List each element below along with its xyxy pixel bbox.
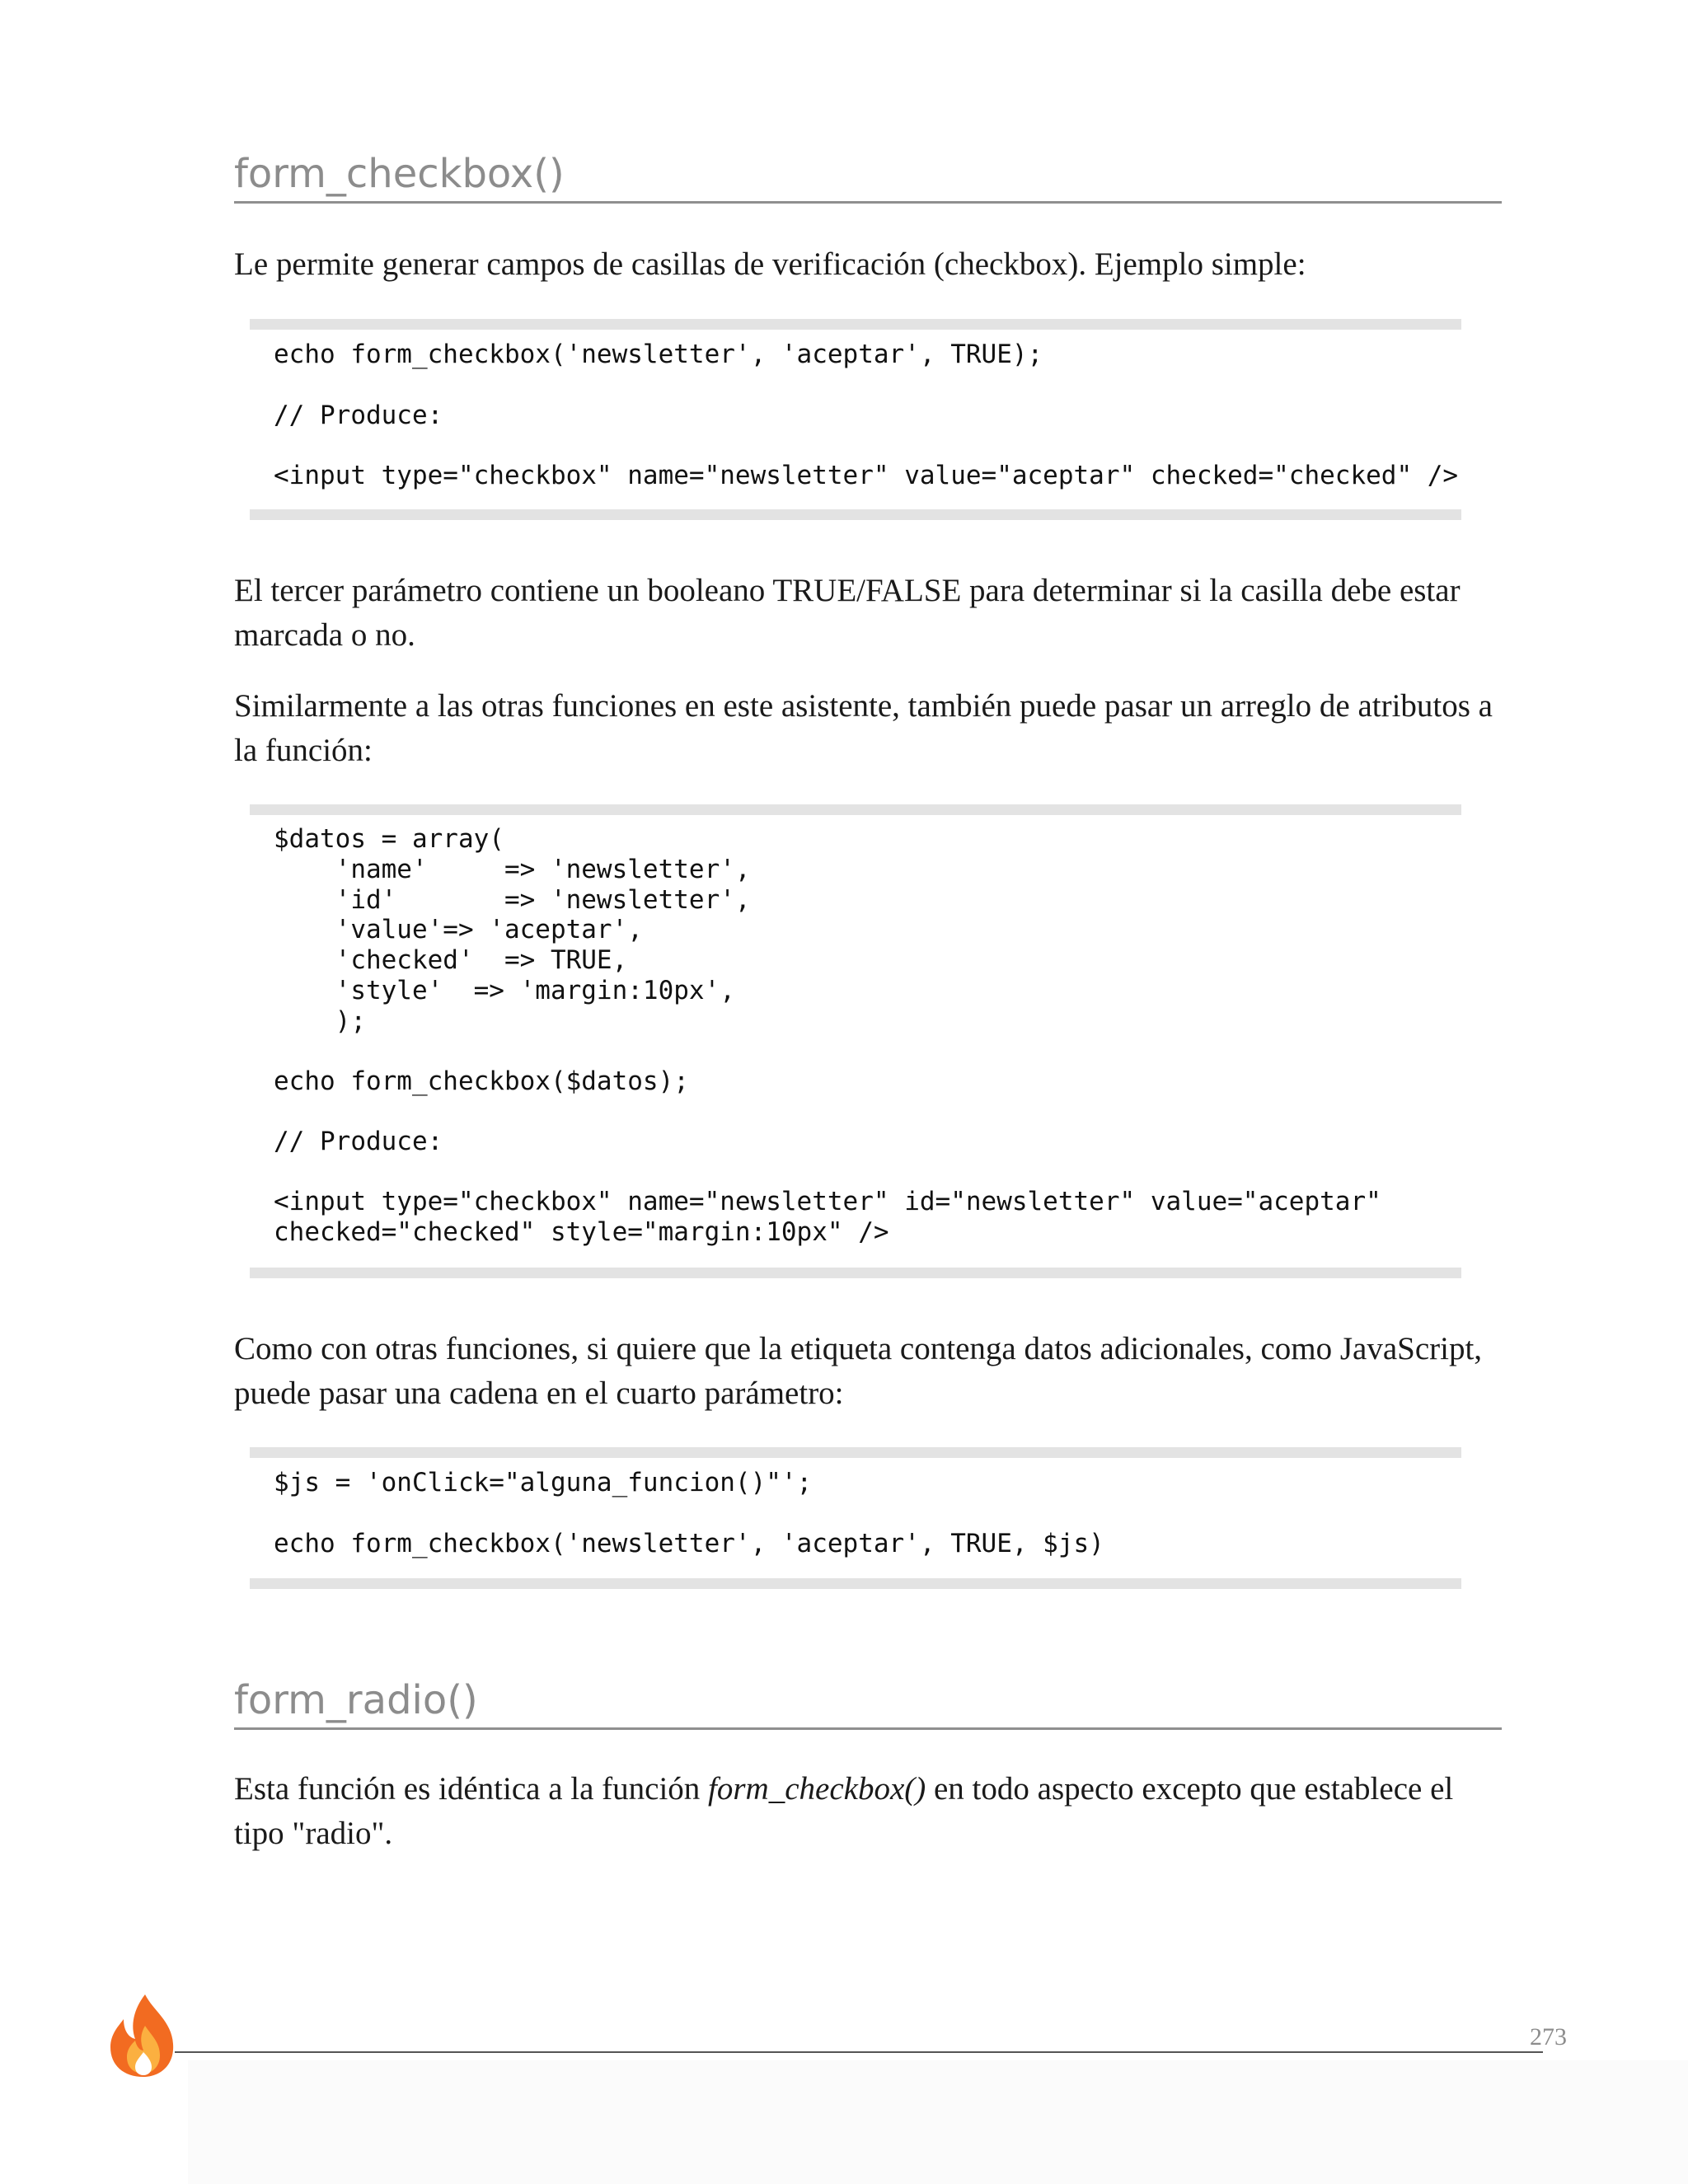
- code-line: checked="checked" style="margin:10px" />: [274, 1217, 889, 1247]
- code-line: 'style' => 'margin:10px',: [274, 976, 735, 1005]
- radio-text-after: en todo aspecto excepto que establece el tipo "radio".: [234, 1771, 1454, 1851]
- boolean-parameter-paragraph: El tercer parámetro contiene un booleano TRUE/FALSE para determinar si la casilla debe estar marcada o no.: [234, 573, 1461, 653]
- javascript-parameter-paragraph: Como con otras funciones, si quiere que la etiqueta contenga datos adicionales, como JavaScript, puede pasar una cadena en el cuarto parámetro:: [234, 1331, 1483, 1411]
- code-block-array-example: [250, 804, 1461, 1278]
- radio-description-paragraph: [234, 1767, 1503, 1856]
- code-line: <input type="checkbox" name="newsletter" value="aceptar" checked="checked" />: [274, 461, 1459, 490]
- radio-text-before: Esta función es idéntica a la función: [234, 1771, 709, 1807]
- intro-paragraph: Le permite generar campos de casillas de verificación (checkbox). Ejemplo simple:: [234, 246, 1306, 282]
- code-line: );: [274, 1006, 366, 1036]
- code-line: <input type="checkbox" name="newsletter" id="newsletter" value="aceptar": [274, 1187, 1381, 1216]
- function-name-emphasis: form_checkbox(): [708, 1771, 926, 1807]
- code-block-javascript-example: [250, 1447, 1461, 1589]
- code-line: $datos = array(: [274, 824, 504, 854]
- flame-logo-icon: [106, 1993, 180, 2079]
- code-block-simple-example: [250, 319, 1461, 520]
- section-heading-form-radio: form_radio(): [234, 1675, 1502, 1730]
- code-line: 'name' => 'newsletter',: [274, 855, 751, 884]
- code-line: 'id' => 'newsletter',: [274, 885, 751, 915]
- code-line: $js = 'onClick="alguna_funcion()"';: [274, 1468, 813, 1497]
- code-line: 'value'=> 'aceptar',: [274, 915, 643, 944]
- page-number: 273: [1530, 2023, 1567, 2050]
- section-heading-form-checkbox: form_checkbox(): [234, 148, 1502, 204]
- footer-rule: [175, 2051, 1543, 2053]
- code-line: // Produce:: [274, 401, 443, 430]
- footer-shade: [188, 2060, 1688, 2184]
- code-line: echo form_checkbox('newsletter', 'aceptar', TRUE);: [274, 340, 1043, 369]
- code-line: // Produce:: [274, 1127, 443, 1156]
- code-line: echo form_checkbox($datos);: [274, 1066, 689, 1096]
- code-line: 'checked' => TRUE,: [274, 945, 628, 975]
- code-line: echo form_checkbox('newsletter', 'aceptar', TRUE, $js): [274, 1529, 1104, 1558]
- attributes-array-paragraph: Similarmente a las otras funciones en este asistente, también puede pasar un arreglo de atributos a la función:: [234, 688, 1493, 768]
